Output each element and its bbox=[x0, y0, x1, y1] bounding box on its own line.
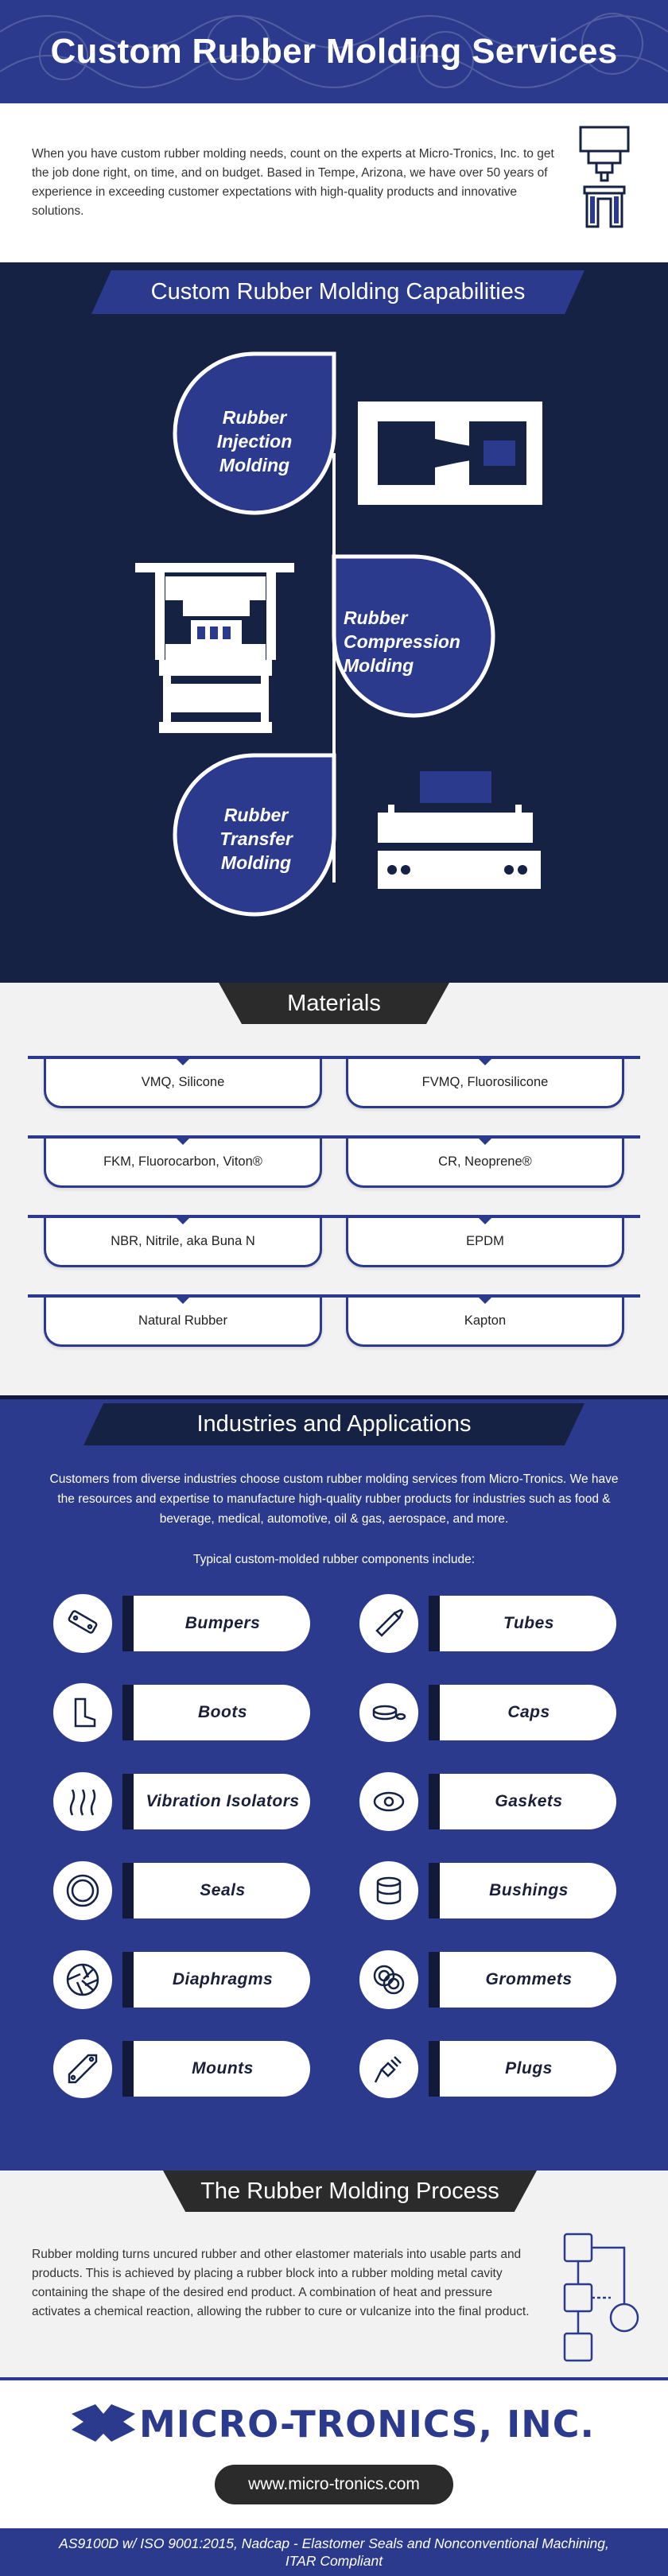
industries-subtitle: Typical custom-molded rubber components include: bbox=[192, 1553, 476, 1566]
material-label: FVMQ, Fluorosilicone bbox=[421, 1075, 549, 1089]
component-icon-circle bbox=[358, 1682, 420, 1744]
industries-top-border bbox=[0, 1395, 668, 1399]
intro-section bbox=[0, 103, 668, 262]
page-title: Custom Rubber Molding Services bbox=[50, 32, 618, 71]
capability-label-compression bbox=[344, 606, 487, 677]
component-label: Diaphragms bbox=[127, 1952, 310, 2008]
cap-icon bbox=[371, 1694, 407, 1731]
industries-intro: Customers from diverse industries choose custom rubber molding services from Micro-Tronics. We have the resources and expertise to manufacture high-quality rubber products for industries such as food & beverage, medical, automotive, oil & gas, aerospace, and more. bbox=[49, 1472, 619, 1526]
component-label: Plugs bbox=[433, 2041, 616, 2097]
component-label: Bumpers bbox=[127, 1596, 310, 1651]
industries-section bbox=[0, 1395, 668, 2171]
component-icon-circle bbox=[358, 1771, 420, 1833]
component-vibration-isolators bbox=[52, 1771, 310, 1833]
component-label: Grommets bbox=[433, 1952, 616, 2008]
component-diaphragms bbox=[52, 1949, 310, 2011]
intro-text: When you have custom rubber molding needs, count on the experts at Micro-Tronics, Inc. to get the job done right, on time, and on budget. Based in Tempe, Arizona, we have over 50 years of experience in exceeding customer expectations with high-quality products and innovative solutions. bbox=[32, 147, 554, 218]
vibration-icon bbox=[64, 1783, 101, 1820]
materials-title: Materials bbox=[287, 991, 381, 1016]
capability-line: Rubber bbox=[222, 407, 287, 428]
component-label: Seals bbox=[127, 1863, 310, 1918]
component-gaskets bbox=[358, 1771, 616, 1833]
material-label: Natural Rubber bbox=[138, 1313, 227, 1328]
material-label: NBR, Nitrile, aka Buna N bbox=[111, 1234, 255, 1248]
capabilities-diagram bbox=[0, 262, 668, 983]
company-name: MICRO-TRONICS, INC. bbox=[139, 2403, 595, 2446]
boot-icon bbox=[64, 1694, 101, 1731]
component-label: Tubes bbox=[433, 1596, 616, 1651]
process-title: The Rubber Molding Process bbox=[200, 2178, 499, 2204]
capability-line: Injection bbox=[216, 431, 293, 452]
component-bushings bbox=[358, 1860, 616, 1922]
component-label: Gaskets bbox=[433, 1774, 616, 1829]
bumper-icon bbox=[64, 1605, 101, 1642]
capability-line: Molding bbox=[219, 455, 290, 475]
material-label: Kapton bbox=[464, 1313, 507, 1328]
component-caps bbox=[358, 1682, 616, 1744]
material-item bbox=[346, 1218, 624, 1267]
certifications-bar bbox=[0, 2528, 668, 2576]
website-link[interactable]: www.micro-tronics.com bbox=[215, 2465, 453, 2504]
capability-line: Transfer bbox=[219, 828, 293, 849]
component-grommets bbox=[358, 1949, 616, 2011]
component-icon-circle bbox=[52, 2038, 114, 2100]
diaphragm-icon bbox=[64, 1961, 101, 1998]
material-label: VMQ, Silicone bbox=[141, 1075, 225, 1089]
materials-section bbox=[0, 983, 668, 1395]
footer bbox=[0, 2377, 668, 2528]
compression-press-icon bbox=[135, 563, 294, 733]
capability-label-injection bbox=[183, 405, 326, 477]
transfer-mold-icon bbox=[378, 771, 541, 889]
injection-mold-icon bbox=[358, 402, 542, 505]
capability-line: Rubber bbox=[223, 805, 289, 825]
material-item bbox=[346, 1139, 624, 1188]
material-label: EPDM bbox=[466, 1234, 504, 1248]
header-banner bbox=[0, 0, 668, 103]
certifications-line: AS9100D w/ ISO 9001:2015, Nadcap - Elastomer Seals and Nonconventional Machining, bbox=[59, 2535, 609, 2551]
component-label: Vibration Isolators bbox=[127, 1774, 310, 1829]
component-seals bbox=[52, 1860, 310, 1922]
component-icon-circle bbox=[52, 1860, 114, 1922]
component-icon-circle bbox=[52, 1682, 114, 1744]
capability-line: Rubber bbox=[344, 607, 408, 628]
material-item bbox=[346, 1059, 624, 1108]
tube-icon bbox=[371, 1605, 407, 1642]
component-icon-circle bbox=[358, 2038, 420, 2100]
material-label: FKM, Fluorocarbon, Viton® bbox=[103, 1154, 262, 1169]
process-flow-icon bbox=[557, 2230, 644, 2365]
capability-line: Molding bbox=[220, 852, 292, 873]
component-icon-circle bbox=[358, 1860, 420, 1922]
component-label: Bushings bbox=[433, 1863, 616, 1918]
industries-title: Industries and Applications bbox=[196, 1411, 472, 1437]
component-bumpers bbox=[52, 1593, 310, 1655]
certifications-line: ITAR Compliant bbox=[285, 2553, 383, 2569]
gasket-icon bbox=[371, 1783, 407, 1820]
component-label: Mounts bbox=[127, 2041, 310, 2097]
grommet-icon bbox=[371, 1961, 407, 1998]
molding-machine-icon bbox=[573, 123, 636, 235]
component-label: Boots bbox=[127, 1685, 310, 1740]
process-section bbox=[0, 2171, 668, 2377]
material-item bbox=[44, 1298, 322, 1347]
component-icon-circle bbox=[358, 1593, 420, 1655]
component-plugs bbox=[358, 2038, 616, 2100]
capabilities-title: Custom Rubber Molding Capabilities bbox=[150, 279, 526, 305]
bushing-icon bbox=[371, 1872, 407, 1909]
material-item bbox=[346, 1298, 624, 1347]
capability-line: Compression bbox=[344, 631, 460, 652]
material-item bbox=[44, 1218, 322, 1267]
capability-line: Molding bbox=[344, 655, 414, 676]
component-label: Caps bbox=[433, 1685, 616, 1740]
capabilities-section bbox=[0, 262, 668, 983]
component-icon-circle bbox=[52, 1949, 114, 2011]
component-icon-circle bbox=[52, 1593, 114, 1655]
material-item bbox=[44, 1139, 322, 1188]
process-text: Rubber molding turns uncured rubber and other elastomer materials into usable parts and products. This is achieved by placing a rubber block into a rubber molding metal cavity containing the shape of the desired end product. A combination of heat and pressure activates a chemical reaction, allowing the rubber to cure or vulcanize into the final product. bbox=[32, 2248, 530, 2318]
component-icon-circle bbox=[52, 1771, 114, 1833]
component-mounts bbox=[52, 2038, 310, 2100]
plug-icon bbox=[371, 2050, 407, 2087]
material-label: CR, Neoprene® bbox=[438, 1154, 532, 1169]
component-tubes bbox=[358, 1593, 616, 1655]
material-item bbox=[44, 1059, 322, 1108]
capability-label-transfer bbox=[184, 803, 328, 875]
seal-icon bbox=[64, 1872, 101, 1909]
component-boots bbox=[52, 1682, 310, 1744]
mount-icon bbox=[64, 2050, 101, 2087]
component-icon-circle bbox=[358, 1949, 420, 2011]
